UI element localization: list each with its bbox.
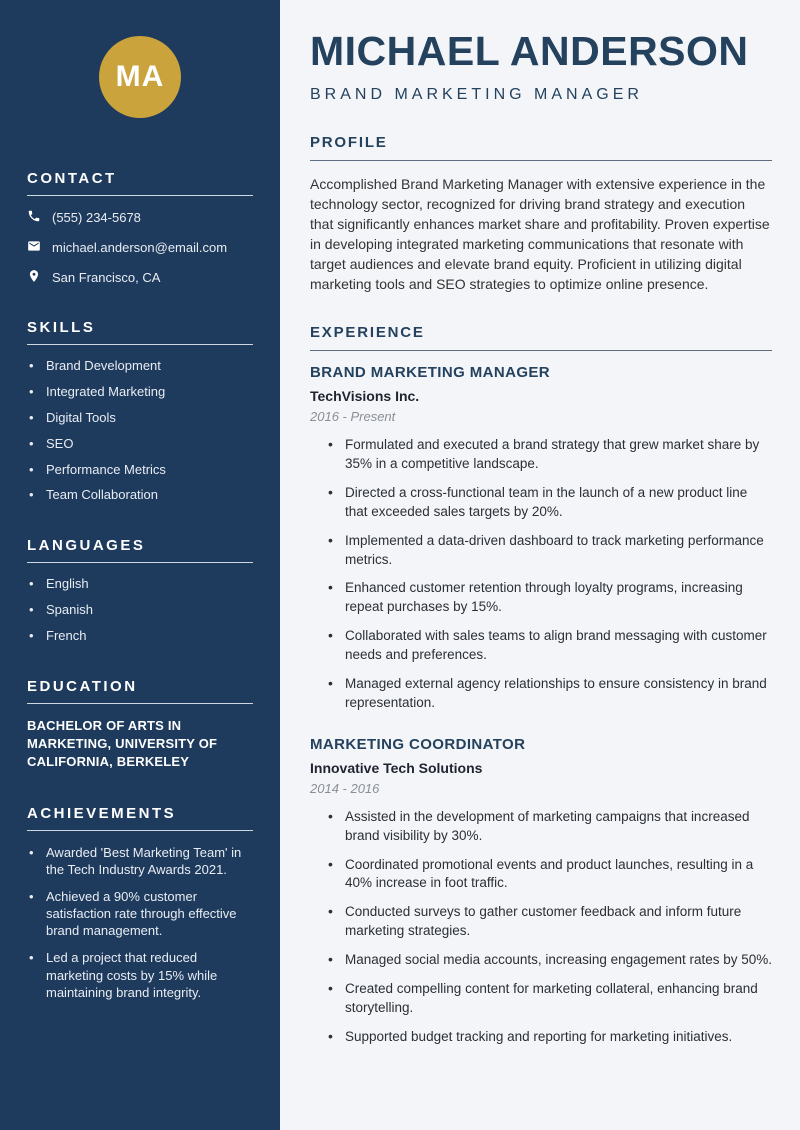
skill-item: • Digital Tools [27,410,253,427]
job-bullet: • Assisted in the development of marketing campaigns that increased brand visibility by 30%. [310,808,772,846]
languages-section [27,537,253,645]
phone-icon [27,209,41,226]
skills-list [27,358,253,504]
skill-item: • Integrated Marketing [27,384,253,401]
contact-list [27,209,253,286]
job-dates: 2014 - 2016 [310,780,380,796]
job-role: MARKETING COORDINATOR [310,735,526,753]
job-company: Innovative Tech Solutions [310,759,483,776]
job-bullet: • Managed social media accounts, increasing engagement rates by 50%. [310,951,772,970]
sidebar [0,0,280,1130]
achievements-list [27,844,253,1001]
job-bullet-list [310,808,772,1047]
achievement-item: • Achieved a 90% customer satisfaction rate through effective brand management. [27,888,253,939]
language-item: • Spanish [27,602,253,619]
contact-location [27,269,253,286]
candidate-job-title: BRAND MARKETING MANAGER [310,86,643,103]
profile-section-title: PROFILE [310,134,772,161]
experience-section [310,324,772,1047]
skill-item: • Performance Metrics [27,462,253,479]
education-section [27,678,253,772]
job-bullet: • Implemented a data-driven dashboard to track marketing performance metrics. [310,532,772,570]
language-item: • English [27,576,253,593]
job-bullet-list [310,436,772,713]
contact-email-text: michael.anderson@email.com [52,240,228,255]
skill-item: • Team Collaboration [27,487,253,504]
job-bullet: • Enhanced customer retention through loyalty programs, increasing repeat purchases by 15%. [310,579,772,617]
main-content [280,0,800,1130]
experience-entry [310,736,772,1047]
skill-item: • Brand Development [27,358,253,375]
contact-phone [27,209,253,226]
education-section-title: EDUCATION [27,678,253,704]
skill-item: • SEO [27,436,253,453]
contact-email [27,239,253,256]
education-degree: BACHELOR OF ARTS IN MARKETING, UNIVERSITY OF CALIFORNIA, BERKELEY [27,718,218,770]
profile-summary: Accomplished Brand Marketing Manager with extensive experience in the technology sector, recognized for driving brand strategy and execution that significantly enhances market share and profitability. Proven expertise in developing integrated marketing communications that resonate with target audiences and elevate brand equity. Proficient in utilizing digital marketing tools and SEO strategies to optimize online presence. [310,176,770,293]
languages-list [27,576,253,645]
achievements-section-title: ACHIEVEMENTS [27,805,253,831]
candidate-name: MICHAEL ANDERSON [310,28,749,74]
mail-icon [27,239,41,256]
achievement-item: • Awarded 'Best Marketing Team' in the Tech Industry Awards 2021. [27,844,253,878]
contact-section-title: CONTACT [27,170,253,196]
job-bullet: • Conducted surveys to gather customer feedback and inform future marketing strategies. [310,903,772,941]
job-bullet: • Collaborated with sales teams to align brand messaging with customer needs and preferences. [310,627,772,665]
avatar-initials: MA [115,60,165,93]
job-dates: 2016 - Present [310,409,396,425]
experience-section-title: EXPERIENCE [310,324,772,351]
achievements-section [27,805,253,1001]
experience-entry [310,364,772,713]
languages-section-title: LANGUAGES [27,537,253,563]
language-item: • French [27,628,253,645]
job-bullet: • Directed a cross-functional team in the launch of a new product line that exceeded sales targets by 20%. [310,484,772,522]
job-company: TechVisions Inc. [310,388,420,405]
avatar [99,36,181,118]
job-role: BRAND MARKETING MANAGER [310,364,551,382]
job-bullet: • Formulated and executed a brand strategy that grew market share by 35% in a competitive landscape. [310,436,772,474]
job-bullet: • Supported budget tracking and reporting for marketing initiatives. [310,1028,772,1047]
skills-section-title: SKILLS [27,319,253,345]
profile-section [310,134,772,294]
contact-phone-text: (555) 234-5678 [52,210,141,225]
skills-section [27,319,253,504]
job-bullet: • Created compelling content for marketing collateral, enhancing brand storytelling. [310,980,772,1018]
location-pin-icon [27,269,41,286]
contact-location-text: San Francisco, CA [52,270,161,285]
job-bullet: • Coordinated promotional events and product launches, resulting in a 40% increase in foot traffic. [310,856,772,894]
achievement-item: • Led a project that reduced marketing costs by 15% while maintaining brand integrity. [27,949,253,1000]
contact-section [27,170,253,286]
job-bullet: • Managed external agency relationships to ensure consistency in brand representation. [310,675,772,713]
